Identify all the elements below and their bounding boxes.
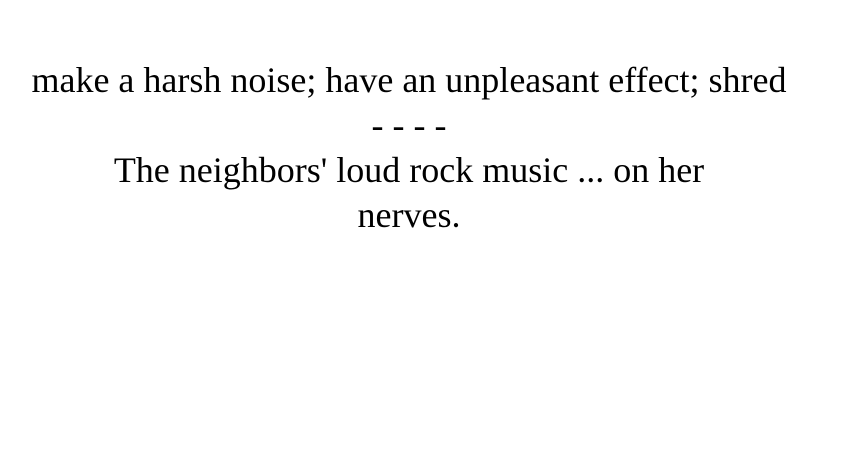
flashcard — [0, 58, 818, 238]
definition-text: make a harsh noise; have an unpleasant effect; shred — [31, 60, 787, 100]
separator-dashes: - - - - — [371, 105, 447, 145]
example-sentence: The neighbors' loud rock music ... on her nerves. — [113, 150, 705, 235]
